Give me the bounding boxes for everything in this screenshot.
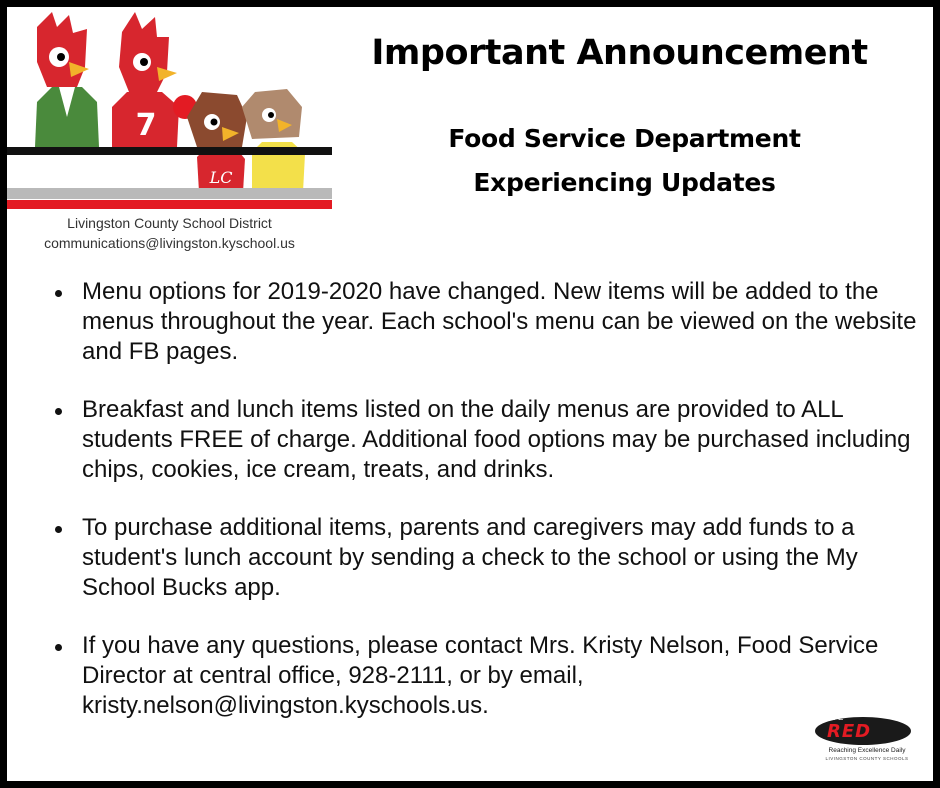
logo-tagline: Reaching Excellence Daily — [828, 747, 906, 754]
logo-live-text: LIVE — [823, 713, 845, 722]
subtitle-line-1: Food Service Department — [448, 124, 801, 153]
announcement-page — [7, 7, 933, 781]
cardinal-mascot-yellow — [242, 89, 305, 192]
bullet-icon — [55, 526, 62, 533]
list-item-text: Breakfast and lunch items listed on the daily menus are provided to ALL students FREE of charge. Additional food options may be purchased including chips, cookies, ice cream, treats, and drinks. — [82, 396, 911, 483]
list-item — [55, 631, 925, 721]
list-item — [55, 513, 925, 603]
header-stripe-red — [7, 200, 332, 209]
announcement-title: Important Announcement — [371, 33, 868, 73]
list-item — [55, 277, 925, 367]
jersey-number: 7 — [135, 108, 157, 143]
district-info — [7, 213, 332, 253]
header-stripe-gray — [7, 188, 332, 199]
shirt-letters: LC — [209, 168, 233, 187]
mascot-illustration — [7, 7, 332, 217]
cardinal-mascot-red — [112, 12, 179, 147]
bullet-icon — [55, 290, 62, 297]
subtitle-line-2: Experiencing Updates — [473, 168, 776, 197]
cardinal-mascot-green — [35, 12, 99, 147]
list-item — [55, 395, 925, 485]
list-item-text: To purchase additional items, parents and caregivers may add funds to a student's lunch account by sending a check to the school or using the My School Bucks app. — [82, 514, 858, 601]
list-item-text: Menu options for 2019-2020 have changed. New items will be added to the menus throughout the year. Each school's menu can be viewed on the website and FB pages. — [82, 278, 917, 365]
district-email: communications@livingston.kyschool.us — [44, 235, 295, 251]
bullet-icon — [55, 644, 62, 651]
logo-subtext: LIVINGSTON COUNTY SCHOOLS — [825, 756, 909, 761]
announcement-list — [55, 277, 925, 749]
header-stripe-black — [7, 147, 332, 155]
cardinal-mascot-lc — [173, 92, 247, 192]
announcement-subtitle — [332, 117, 917, 205]
district-name: Livingston County School District — [67, 215, 272, 231]
list-item-text: If you have any questions, please contact Mrs. Kristy Nelson, Food Service Director at central office, 928-2111, or by email, kristy.nelson@livingston.kyschools.us. — [82, 632, 879, 719]
bullet-icon — [55, 408, 62, 415]
logo-red-text: RED — [827, 721, 872, 742]
live-red-logo — [807, 713, 917, 765]
